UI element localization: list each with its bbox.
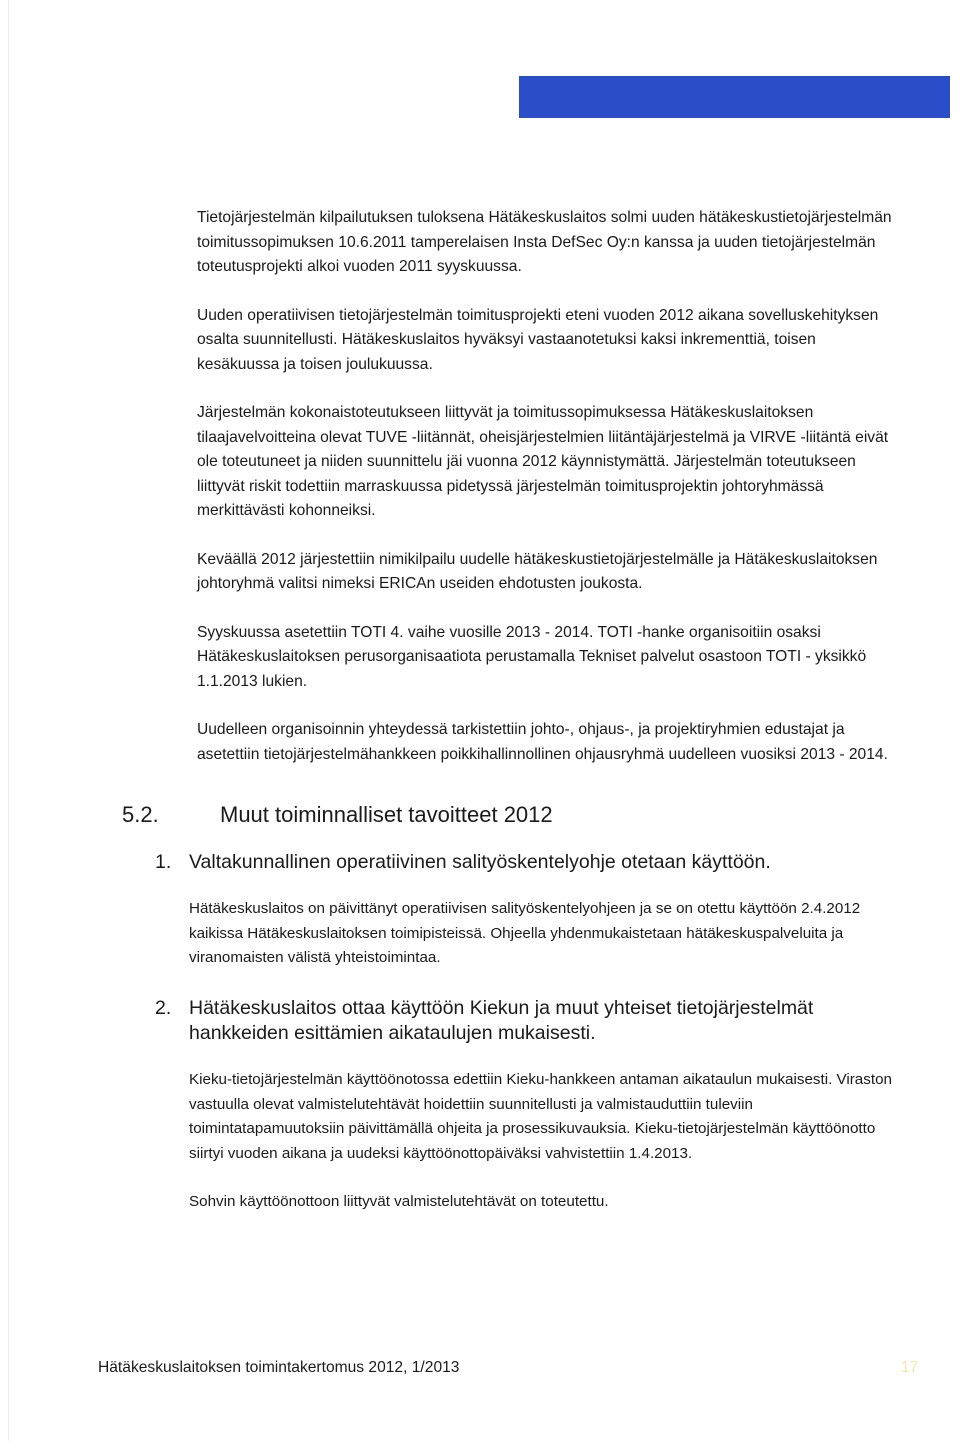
subsection-2: [155, 996, 895, 1215]
subsection-title: Valtakunnallinen operatiivinen salityöskentelyohje otetaan käyttöön.: [189, 851, 771, 873]
paragraph: Kieku-tietojärjestelmän käyttöönotossa edettiin Kieku-hankkeen antaman aikataulun mukaisesti. Viraston vastuulla olevat valmistelutehtävät hoidettiin suunnitellusti ja valmistauduttiin tuleviin toimintatapamuutoksiin päivittämällä ohjeita ja prosessikuvauksia. Kieku-tietojärjestelmän käyttöönotto siirtyi vuoden aikana ja uudeksi käyttöönottopäiväksi vahvistettiin 1.4.2013.: [189, 1071, 892, 1162]
section-heading: [122, 800, 553, 830]
paragraph: Sohvin käyttöönottoon liittyvät valmistelutehtävät on toteutettu.: [189, 1193, 609, 1210]
page-edge-line: [8, 0, 9, 1441]
subsection-title: Hätäkeskuslaitos ottaa käyttöön Kiekun ja muut yhteiset tietojärjestelmät hankkeiden esittämien aikataulujen mukaisesti.: [189, 997, 814, 1044]
section-title: Muut toiminnalliset tavoitteet 2012: [220, 802, 553, 827]
subsection-number: 2.: [155, 997, 172, 1019]
paragraph: Syyskuussa asetettiin TOTI 4. vaihe vuosille 2013 - 2014. TOTI -hanke organisoitiin osaksi Hätäkeskuslaitoksen perusorganisaatiota perustamalla Tekniset palvelut osastoon TOTI - yksikkö 1.1.2013 lukien.: [197, 623, 867, 690]
paragraph: Uuden operatiivisen tietojärjestelmän toimitusprojekti eteni vuoden 2012 aikana sovelluskehityksen osalta suunnitellusti. Hätäkeskuslaitos hyväksyi vastaanotetuksi kaksi inkrementtiä, toisen kesäkuussa ja toisen joulukuussa.: [197, 306, 879, 373]
subsection-body: [189, 1068, 895, 1215]
paragraph: Keväällä 2012 järjestettiin nimikilpailu uudelle hätäkeskustietojärjestelmälle ja Hätäkeskuslaitoksen johtoryhmä valitsi nimeksi ERICAn useiden ehdotusten joukosta.: [197, 550, 878, 592]
subsection-number: 1.: [155, 851, 172, 873]
body-text: [197, 206, 897, 767]
paragraph: Hätäkeskuslaitos on päivittänyt operatiivisen salityöskentelyohjeen ja se on otettu käyttöön 2.4.2012 kaikissa Hätäkeskuslaitoksen toimipisteissä. Ohjeella yhdenmukaistetaan hätäkeskuspalveluita ja viranomaisten välistä yhteistoimintaa.: [189, 900, 861, 966]
subsection-body: [189, 897, 895, 971]
paragraph: Uudelleen organisoinnin yhteydessä tarkistettiin johto-, ohjaus-, ja projektiryhmien edustajat ja asetettiin tietojärjestelmähankkeen poikkihallinnollinen ohjausryhmä uudelleen vuosiksi 2013 - 2014.: [197, 721, 888, 763]
page-number: 17: [901, 1359, 919, 1376]
paragraph: Järjestelmän kokonaistoteutukseen liittyvät ja toimitussopimuksessa Hätäkeskuslaitoksen tilaajavelvoitteina olevat TUVE -liitännät, oheisjärjestelmien liitäntäjärjestelmä ja VIRVE -liitäntä eivät ole toteutuneet ja niiden suunnittelu jäi vuonna 2012 käynnistymättä. Järjestelmän toteutukseen liittyvät riskit todettiin marraskuussa pidetyssä järjestelmän toimitusprojektin johtoryhmässä merkittävästi kohonneiksi.: [197, 404, 889, 519]
subsection-heading: [155, 996, 895, 1046]
header-color-band: [519, 76, 950, 118]
section-number: 5.2.: [122, 802, 159, 827]
paragraph: Tietojärjestelmän kilpailutuksen tuloksena Hätäkeskuslaitos solmi uuden hätäkeskustietojärjestelmän toimitussopimuksen 10.6.2011 tamperelaisen Insta DefSec Oy:n kanssa ja uuden tietojärjestelmän toteutusprojekti alkoi vuoden 2011 syyskuussa.: [197, 209, 892, 275]
subsection-heading: [155, 850, 895, 875]
footer-title: Hätäkeskuslaitoksen toimintakertomus 2012, 1/2013: [98, 1359, 460, 1376]
subsection-1: [155, 850, 895, 971]
